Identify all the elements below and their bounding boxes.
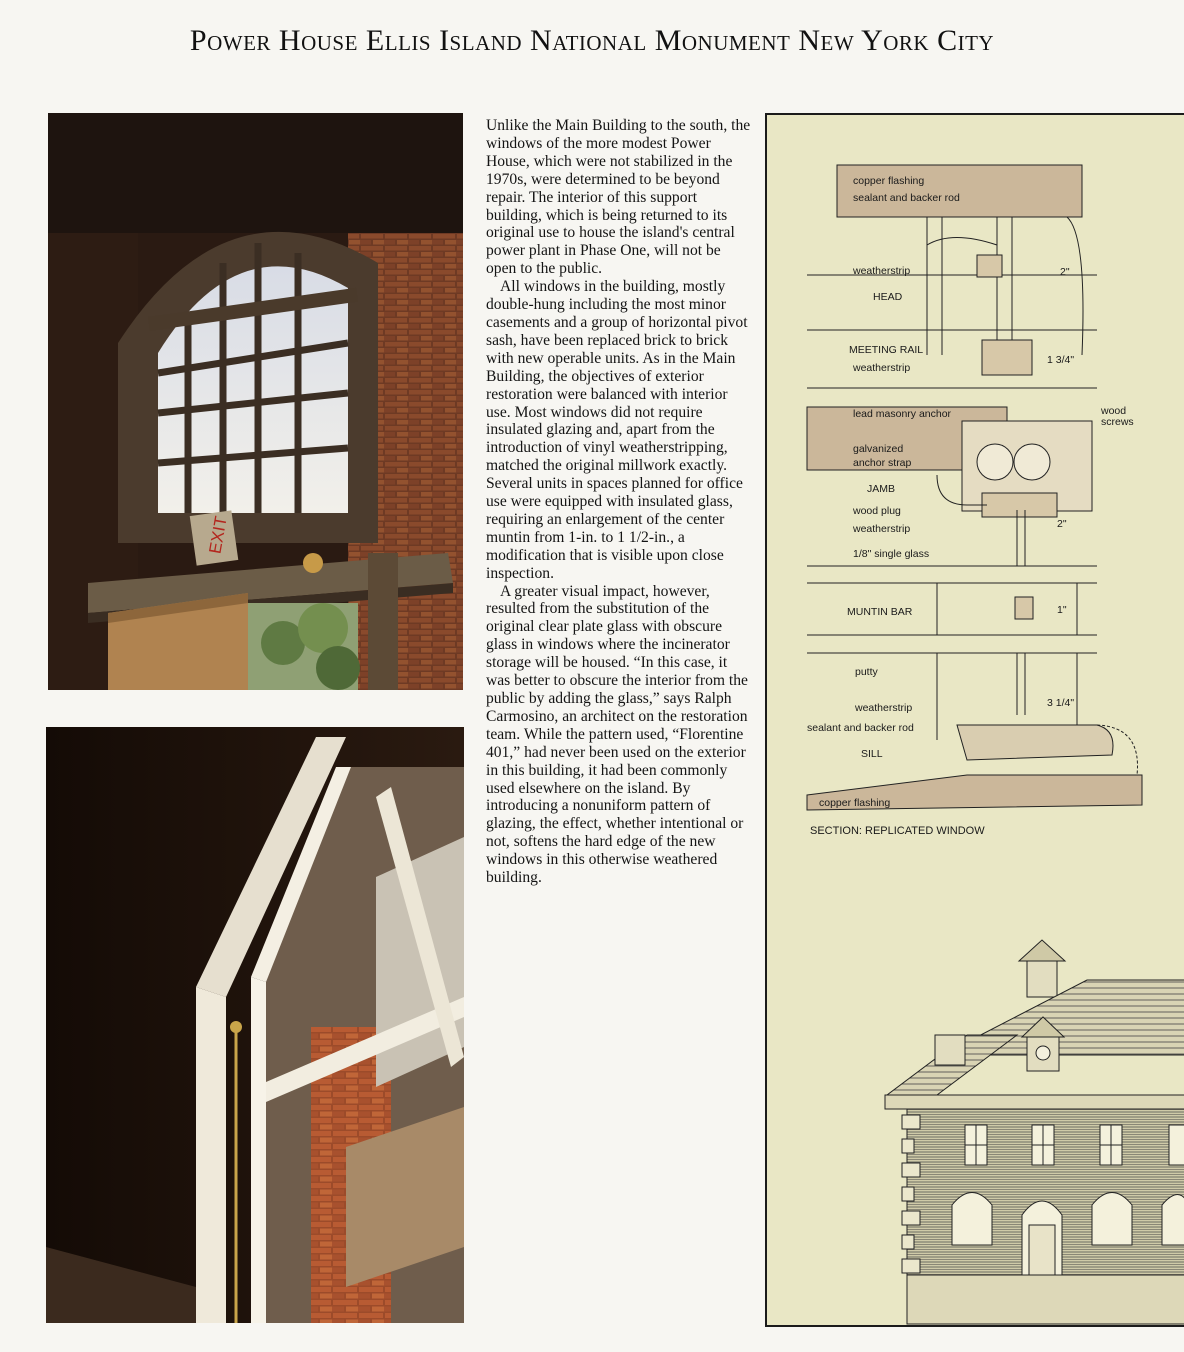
label-sealant-backer-sill: sealant and backer rod [807,722,914,734]
photo-arched-window-graphic [48,113,463,690]
label-wood-screws-2: screws [1101,416,1134,428]
label-wood-screws-1: wood [1101,405,1127,417]
label-sill: SILL [861,748,883,760]
label-weatherstrip-meeting: weatherstrip [853,362,911,374]
section-caption: SECTION: REPLICATED WINDOW [810,825,985,837]
label-single-glass: 1/8" single glass [853,548,930,560]
dim-jamb: 2" [1057,518,1067,530]
label-sealant-backer-top: sealant and backer rod [853,192,960,204]
photo-arched-window-interior [48,113,463,690]
label-putty: putty [855,666,878,678]
elevation-drawing [767,925,1184,1325]
dim-meeting-rail: 1 3/4" [1047,354,1075,366]
label-galvanized-2: anchor strap [853,457,912,469]
label-jamb: JAMB [867,483,896,495]
label-copper-flashing-bottom: copper flashing [819,797,891,809]
label-weatherstrip-sill: weatherstrip [855,702,913,714]
page-title: Power House Ellis Island National Monument New York City [189,24,995,57]
photo-new-window-detail [46,727,464,1323]
label-weatherstrip-jamb: weatherstrip [853,523,911,535]
label-muntin-bar: MUNTIN BAR [847,606,913,618]
dim-head: 2" [1060,266,1070,278]
article-paragraph-3: A greater visual impact, however, resulted from the substitution of the original clear plate glass with obscure glass in windows where the incinerator storage will be housed. “In this case, it was better to obscure the interior from the public by adding the glass,” says Ralph Carmosino, an architect on the restoration team. While the pattern used, “Florentine 401,” had never been used on the exterior in this building, it had been commonly used elsewhere on the island. By introducing a nonuniform pattern of glazing, the effect, whether intentional or not, softens the hard edge of the new windows in this otherwise weathered building. [486,582,748,887]
drawing-plate [765,113,1184,1327]
label-lead-masonry-anchor: lead masonry anchor [853,408,952,420]
article-body [486,117,752,887]
dim-sill: 3 1/4" [1047,697,1075,709]
photo-window-detail-graphic [46,727,464,1323]
article-paragraph-1: Unlike the Main Building to the south, the windows of the more modest Power House, which were not stabilized in the 1970s, were determined to be beyond repair. The interior of this support building, which is being returned to its original use to house the island's central power plant in Phase One, will not be open to the public. [486,117,751,278]
label-galvanized-1: galvanized [853,443,904,455]
label-wood-plug: wood plug [853,505,901,517]
label-head: HEAD [873,291,903,303]
article-paragraph-2: All windows in the building, mostly double-hung including the most minor casements and a group of horizontal pivot sash, have been replaced brick to brick with new operable units. As in the Main Building, the objectives of exterior restoration were balanced with interior use. Most windows did not require insulated glazing and, apart from the introduction of vinyl weatherstripping, matched the original millwork exactly. Several units in spaces planned for office use were equipped with insulated glass, requiring an enlargement of the center muntin from 1-in. to 1 1/2-in., a modification that is visible upon close inspection. [486,278,748,582]
label-meeting-rail: MEETING RAIL [849,344,924,356]
dim-muntin-bar: 1" [1057,604,1067,616]
label-copper-flashing-top: copper flashing [853,175,925,187]
exit-sign: EXIT [205,514,231,556]
label-weatherstrip-head: weatherstrip [853,265,911,277]
